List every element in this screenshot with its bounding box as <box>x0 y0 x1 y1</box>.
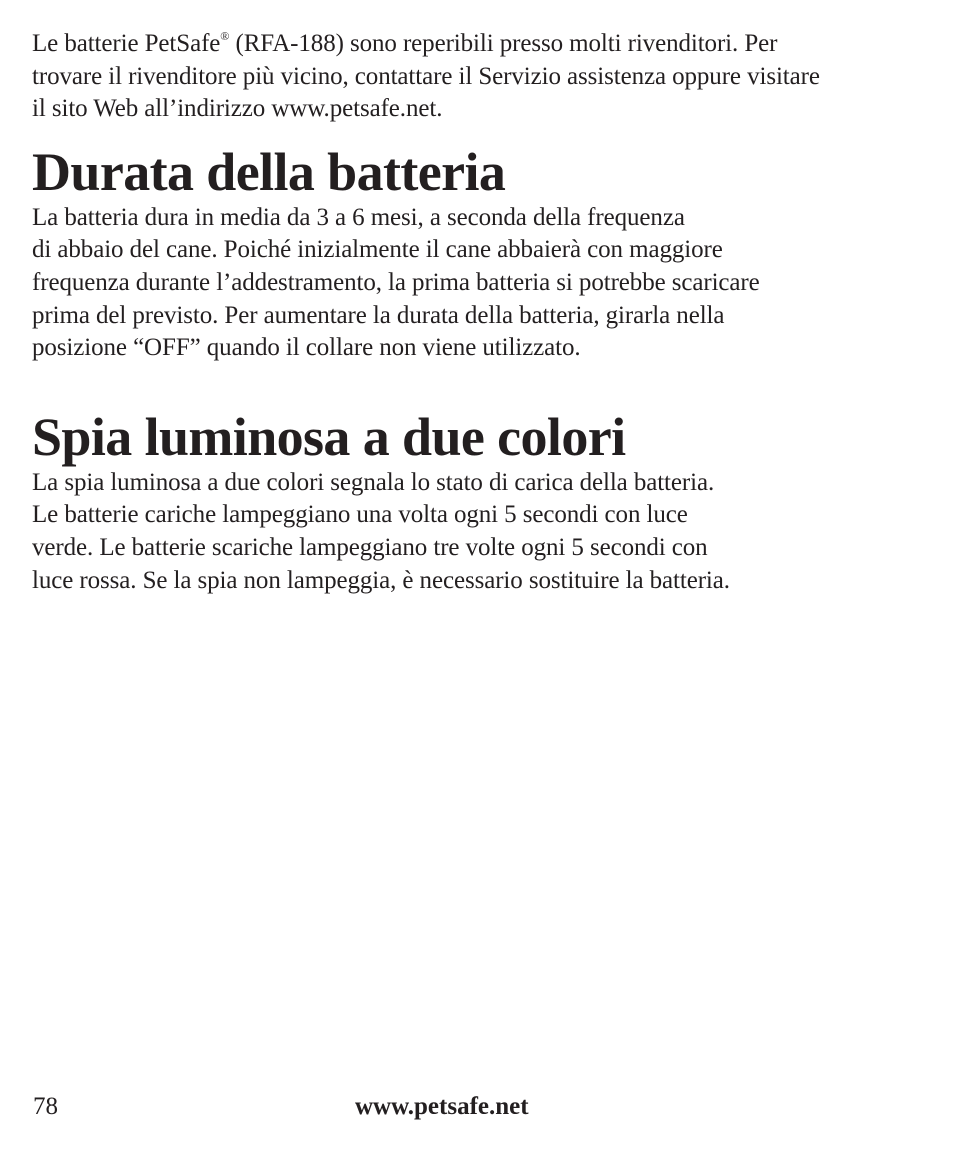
battery-life-line: La batteria dura in media da 3 a 6 mesi, a seconda della frequenza <box>32 203 685 231</box>
page-number: 78 <box>33 1093 58 1120</box>
battery-life-line: posizione “OFF” quando il collare non viene utilizzato. <box>32 334 581 362</box>
registered-trademark-mark: ® <box>220 29 230 43</box>
indicator-light-line: La spia luminosa a due colori segnala lo stato di carica della batteria. <box>32 468 715 496</box>
indicator-light-paragraph <box>32 467 932 597</box>
intro-brand-text: Le batterie PetSafe <box>32 30 221 57</box>
battery-life-line: prima del previsto. Per aumentare la durata della batteria, girarla nella <box>32 301 725 329</box>
battery-life-line: di abbaio del cane. Poiché inizialmente il cane abbaierà con maggiore <box>32 236 723 264</box>
intro-line-2: trovare il rivenditore più vicino, contattare il Servizio assistenza oppure visitare <box>32 62 820 90</box>
page-content <box>32 28 932 597</box>
footer-website-url: www.petsafe.net <box>355 1093 529 1120</box>
battery-life-paragraph <box>32 202 932 365</box>
intro-paragraph <box>32 28 932 126</box>
intro-line-1-rest: (RFA-188) sono reperibili presso molti rivenditori. Per <box>229 30 778 57</box>
indicator-light-line: Le batterie cariche lampeggiano una volta ogni 5 secondi con luce <box>32 501 688 529</box>
page-footer <box>33 1092 923 1122</box>
indicator-light-heading: Spia luminosa a due colori <box>32 406 626 467</box>
intro-line-3: il sito Web all’indirizzo www.petsafe.net. <box>32 95 443 123</box>
intro-line-1 <box>32 28 932 61</box>
indicator-light-line: luce rossa. Se la spia non lampeggia, è necessario sostituire la batteria. <box>32 566 730 594</box>
battery-life-line: frequenza durante l’addestramento, la prima batteria si potrebbe scaricare <box>32 268 760 296</box>
indicator-light-line: verde. Le batterie scariche lampeggiano tre volte ogni 5 secondi con <box>32 533 708 561</box>
battery-life-heading: Durata della batteria <box>32 141 506 202</box>
